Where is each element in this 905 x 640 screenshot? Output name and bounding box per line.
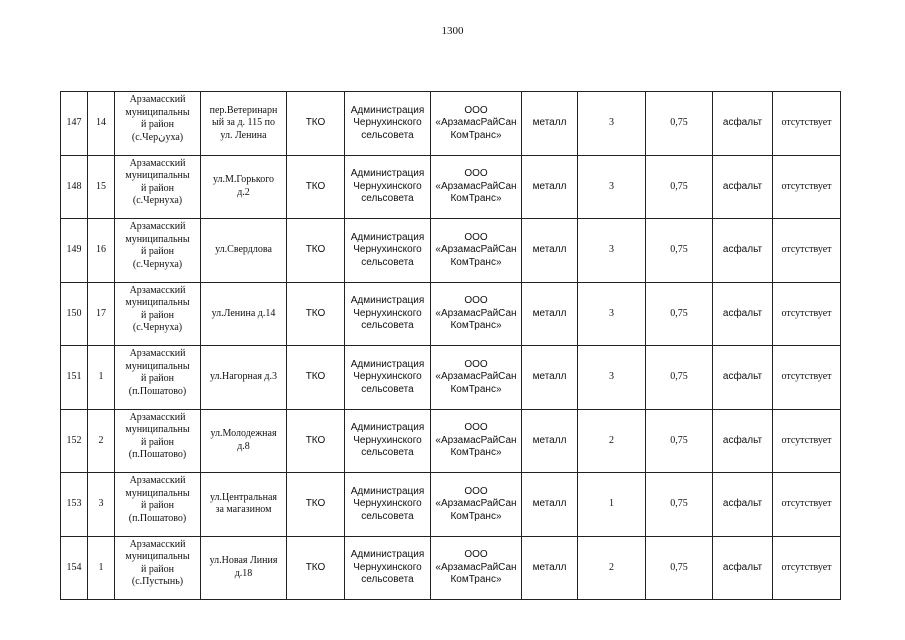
cell-container-count: 2 — [578, 536, 646, 600]
cell-operator-line: КомТранс» — [450, 447, 502, 458]
cell-district — [115, 155, 201, 219]
cell-surface: асфальт — [713, 282, 773, 346]
cell-container-count: 1 — [578, 473, 646, 537]
cell-district-line: муниципальны — [125, 106, 190, 118]
cell-owner — [345, 346, 431, 410]
cell-row-number: 148 — [61, 155, 88, 219]
cell-operator — [431, 282, 522, 346]
cell-operator-line: «АрзамасРайСан — [435, 117, 517, 128]
cell-container-count: 3 — [578, 92, 646, 156]
cell-district-line: й район — [141, 309, 174, 321]
cell-operator — [431, 536, 522, 600]
cell-operator-line: «АрзамасРайСан — [435, 180, 517, 192]
cell-address — [201, 282, 287, 346]
cell-material: металл — [522, 409, 578, 473]
cell-container-volume: 0,75 — [646, 536, 713, 600]
cell-district-line: муниципальны — [125, 233, 190, 245]
cell-row-number: 153 — [61, 473, 88, 537]
cell-district-line: (с.Пустынь) — [131, 576, 184, 587]
cell-district — [115, 346, 201, 410]
cell-operator — [431, 92, 522, 156]
cell-material: металл — [522, 282, 578, 346]
cell-address — [201, 92, 287, 156]
cell-owner-line: Чернухинского — [353, 434, 422, 446]
cell-address-line: ул.Нагорная д.3 — [209, 371, 278, 382]
cell-district-line: (с.Чернуха) — [132, 322, 183, 333]
cell-container-volume: 0,75 — [646, 219, 713, 283]
cell-fence: отсутствует — [773, 536, 841, 600]
waste-sites-table — [60, 91, 841, 600]
cell-operator-line: ООО — [464, 295, 488, 306]
cell-waste-type: ТКО — [287, 409, 345, 473]
cell-material: металл — [522, 473, 578, 537]
cell-district-line: й район — [141, 436, 174, 448]
cell-material: металл — [522, 219, 578, 283]
cell-district-line: (п.Пошатово) — [128, 449, 187, 460]
cell-fence: отсутствует — [773, 219, 841, 283]
cell-container-volume: 0,75 — [646, 282, 713, 346]
cell-address — [201, 536, 287, 600]
cell-sub-number: 1 — [88, 536, 115, 600]
cell-waste-type: ТКО — [287, 536, 345, 600]
cell-operator — [431, 473, 522, 537]
cell-sub-number: 14 — [88, 92, 115, 156]
cell-address-line: за магазином — [215, 504, 272, 516]
cell-owner-line: сельсовета — [361, 510, 414, 522]
cell-row-number: 150 — [61, 282, 88, 346]
cell-district-line: Арзамасский — [129, 284, 186, 296]
cell-address-line: ул.М.Горького — [212, 174, 275, 186]
cell-surface: асфальт — [713, 409, 773, 473]
cell-sub-number: 17 — [88, 282, 115, 346]
cell-owner — [345, 282, 431, 346]
cell-surface: асфальт — [713, 473, 773, 537]
cell-material: металл — [522, 155, 578, 219]
cell-district — [115, 409, 201, 473]
cell-owner — [345, 536, 431, 600]
cell-operator-line: «АрзамасРайСан — [435, 244, 517, 255]
cell-waste-type: ТКО — [287, 219, 345, 283]
cell-waste-type: ТКО — [287, 155, 345, 219]
cell-operator-line: ООО — [464, 549, 488, 560]
cell-owner-line: сельсовета — [361, 193, 414, 204]
cell-fence: отсутствует — [773, 409, 841, 473]
cell-address — [201, 219, 287, 283]
cell-district-line: муниципальны — [125, 487, 190, 499]
cell-owner-line: сельсовета — [361, 574, 414, 585]
cell-operator-line: КомТранс» — [450, 574, 502, 585]
cell-operator-line: «АрзамасРайСан — [435, 434, 517, 446]
cell-sub-number: 16 — [88, 219, 115, 283]
cell-sub-number: 2 — [88, 409, 115, 473]
cell-operator — [431, 346, 522, 410]
cell-owner-line: Чернухинского — [353, 180, 422, 192]
cell-owner-line: Администрация — [350, 422, 425, 433]
cell-district-line: муниципальны — [125, 551, 190, 562]
cell-row-number: 151 — [61, 346, 88, 410]
table-row — [61, 155, 841, 219]
cell-waste-type: ТКО — [287, 92, 345, 156]
cell-row-number: 147 — [61, 92, 88, 156]
cell-owner — [345, 92, 431, 156]
cell-address-line: ул.Новая Линия — [209, 555, 278, 567]
cell-operator — [431, 409, 522, 473]
cell-operator-line: КомТранс» — [450, 383, 502, 395]
cell-operator-line: КомТранс» — [450, 256, 502, 268]
cell-district-line: Арзамасский — [129, 94, 186, 105]
cell-container-count: 3 — [578, 282, 646, 346]
table-row — [61, 219, 841, 283]
cell-fence: отсутствует — [773, 282, 841, 346]
cell-sub-number: 3 — [88, 473, 115, 537]
cell-container-count: 3 — [578, 155, 646, 219]
cell-district-line: (с.Черنуха) — [131, 131, 184, 143]
cell-operator — [431, 155, 522, 219]
cell-owner-line: Чернухинского — [353, 498, 422, 509]
cell-surface: асфальт — [713, 536, 773, 600]
cell-row-number: 152 — [61, 409, 88, 473]
cell-owner-line: сельсовета — [361, 129, 414, 141]
cell-row-number: 149 — [61, 219, 88, 283]
cell-owner-line: Администрация — [350, 168, 425, 179]
cell-fence: отсутствует — [773, 346, 841, 410]
cell-container-volume: 0,75 — [646, 409, 713, 473]
cell-material: металл — [522, 346, 578, 410]
cell-material: металл — [522, 536, 578, 600]
cell-owner-line: сельсовета — [361, 383, 414, 395]
table-row — [61, 473, 841, 537]
cell-address-line: ул.Свердлова — [215, 244, 272, 255]
cell-surface: асфальт — [713, 92, 773, 156]
cell-operator-line: «АрзамасРайСан — [435, 498, 517, 509]
cell-operator-line: ООО — [464, 104, 488, 116]
cell-operator-line: «АрзамасРайСан — [435, 561, 517, 573]
cell-operator-line: ООО — [464, 485, 488, 497]
cell-operator-line: ООО — [464, 231, 488, 243]
cell-district — [115, 219, 201, 283]
cell-owner-line: Администрация — [350, 358, 425, 370]
cell-address-line: д.8 — [237, 440, 250, 452]
cell-waste-type: ТКО — [287, 282, 345, 346]
cell-operator-line: «АрзамасРайСан — [435, 307, 517, 319]
cell-owner-line: сельсовета — [361, 256, 414, 268]
cell-address-line: ул. Ленина — [220, 129, 267, 141]
cell-operator-line: КомТранс» — [450, 129, 502, 141]
cell-owner-line: сельсовета — [361, 320, 414, 331]
cell-fence: отсутствует — [773, 92, 841, 156]
cell-operator — [431, 219, 522, 283]
cell-owner-line: Чернухинского — [353, 244, 422, 255]
cell-surface: асфальт — [713, 346, 773, 410]
table-row — [61, 409, 841, 473]
cell-waste-type: ТКО — [287, 473, 345, 537]
cell-district-line: Арзамасский — [129, 538, 186, 550]
cell-district-line: й район — [141, 563, 174, 575]
cell-address — [201, 155, 287, 219]
cell-district — [115, 282, 201, 346]
cell-owner-line: Чернухинского — [353, 117, 422, 128]
cell-address-line: ул.Ленина д.14 — [211, 307, 276, 319]
cell-district-line: муниципальны — [125, 424, 190, 435]
cell-address-line: д.2 — [237, 186, 250, 198]
cell-owner-line: Чернухинского — [353, 371, 422, 382]
cell-fence: отсутствует — [773, 155, 841, 219]
cell-waste-type: ТКО — [287, 346, 345, 410]
cell-district-line: Арзамасский — [129, 157, 186, 169]
cell-sub-number: 15 — [88, 155, 115, 219]
cell-district-line: муниципальны — [125, 360, 190, 372]
cell-operator-line: ООО — [464, 422, 488, 433]
cell-district-line: й район — [141, 373, 174, 384]
cell-district-line: (с.Чернуха) — [132, 258, 183, 270]
cell-address-line: д.18 — [234, 567, 253, 579]
cell-operator-line: «АрзамасРайСан — [435, 371, 517, 382]
cell-owner — [345, 409, 431, 473]
cell-fence: отсутствует — [773, 473, 841, 537]
cell-district — [115, 536, 201, 600]
cell-district-line: Арзамасский — [129, 411, 186, 423]
cell-district-line: Арзамасский — [129, 475, 186, 486]
cell-operator-line: КомТранс» — [450, 510, 502, 522]
cell-owner-line: Администрация — [350, 485, 425, 497]
cell-container-volume: 0,75 — [646, 473, 713, 537]
cell-operator-line: КомТранс» — [450, 320, 502, 331]
table-row — [61, 92, 841, 156]
cell-district-line: Арзамасский — [129, 348, 186, 359]
table-body — [61, 92, 841, 600]
cell-district-line: (п.Пошатово) — [128, 385, 187, 397]
cell-owner-line: Администрация — [350, 104, 425, 116]
cell-address-line: ый за д. 115 по — [211, 117, 276, 128]
cell-address-line: ул.Центральная — [209, 491, 278, 503]
cell-container-count: 3 — [578, 219, 646, 283]
cell-district — [115, 473, 201, 537]
cell-district-line: (п.Пошатово) — [128, 512, 187, 524]
cell-address — [201, 409, 287, 473]
cell-district — [115, 92, 201, 156]
cell-material: металл — [522, 92, 578, 156]
cell-district-line: й район — [141, 500, 174, 511]
cell-owner-line: Администрация — [350, 231, 425, 243]
table-row — [61, 282, 841, 346]
cell-owner-line: сельсовета — [361, 447, 414, 458]
cell-owner-line: Администрация — [350, 295, 425, 306]
cell-owner-line: Чернухинского — [353, 561, 422, 573]
cell-container-count: 3 — [578, 346, 646, 410]
cell-surface: асфальт — [713, 219, 773, 283]
cell-operator-line: ООО — [464, 168, 488, 179]
cell-address — [201, 346, 287, 410]
cell-container-count: 2 — [578, 409, 646, 473]
cell-owner-line: Чернухинского — [353, 307, 422, 319]
table-row — [61, 346, 841, 410]
cell-surface: асфальт — [713, 155, 773, 219]
cell-district-line: й район — [141, 182, 174, 194]
table-row — [61, 536, 841, 600]
cell-owner-line: Администрация — [350, 549, 425, 560]
cell-operator-line: КомТранс» — [450, 193, 502, 204]
cell-owner — [345, 473, 431, 537]
page-number: 1300 — [441, 25, 464, 37]
cell-address-line: пер.Ветеринарн — [209, 104, 278, 116]
cell-row-number: 154 — [61, 536, 88, 600]
cell-operator-line: ООО — [464, 358, 488, 370]
cell-container-volume: 0,75 — [646, 346, 713, 410]
cell-district-line: Арзамасский — [129, 221, 186, 232]
cell-address-line: ул.Молодежная — [210, 428, 277, 440]
cell-district-line: (с.Чернуха) — [132, 195, 183, 206]
cell-container-volume: 0,75 — [646, 92, 713, 156]
cell-sub-number: 1 — [88, 346, 115, 410]
cell-district-line: муниципальны — [125, 297, 190, 308]
cell-address — [201, 473, 287, 537]
cell-district-line: муниципальны — [125, 170, 190, 181]
cell-owner — [345, 155, 431, 219]
cell-owner — [345, 219, 431, 283]
cell-district-line: й район — [141, 119, 174, 130]
cell-container-volume: 0,75 — [646, 155, 713, 219]
cell-district-line: й район — [141, 246, 174, 257]
